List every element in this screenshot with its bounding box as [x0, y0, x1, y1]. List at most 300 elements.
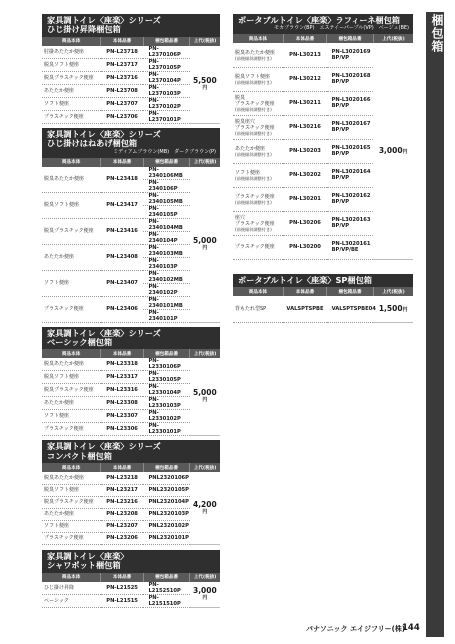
product-code: PN-L23706 [101, 110, 144, 123]
price-unit: 円 [202, 244, 208, 251]
product-name: 肘掛あたたか便座 [44, 48, 85, 55]
price-value: 3,000 [192, 585, 217, 595]
product-name: 脱臭ソフト便座 [235, 73, 271, 80]
section-title-line: ポータブルトイレ〈座楽〉SP梱包箱 [238, 274, 372, 285]
product-note: (前後傾斜調整付き) [235, 79, 272, 85]
product-name: ソフト便座 [44, 413, 70, 420]
table-row [233, 296, 413, 322]
header-name: 商品本体 [42, 573, 101, 582]
header-code: 本体品番 [101, 37, 144, 46]
header-pkg: 梱包箱品番 [327, 34, 374, 43]
product-name: あたたか便座 [44, 511, 75, 518]
left-column [42, 14, 220, 613]
price-value: 5,500 [192, 75, 217, 85]
product-name: 脱臭ソフト便座 [44, 202, 80, 209]
header-pkg: 梱包箱品番 [143, 158, 189, 167]
product-name: 脱臭あたたか便座 [235, 49, 276, 56]
package-code-text: PN-2340101P [148, 309, 178, 322]
package-code [143, 410, 189, 423]
product-name-cell [42, 384, 101, 397]
table-header-row [42, 573, 220, 582]
package-code-text: PN-2340104MB [148, 218, 183, 231]
package-code [143, 84, 189, 97]
package-code-text: PN-L2370105P [148, 58, 181, 71]
product-name: ソフト便座 [44, 523, 70, 530]
product-code: PN-L30213 [283, 43, 326, 67]
product-code: PN-L23306 [101, 423, 144, 436]
product-note: (前後傾斜調整付き) [235, 130, 272, 136]
header-price: 上代(税抜) [190, 463, 220, 472]
package-code [143, 397, 189, 410]
product-name: 脱臭あたたか便座 [44, 176, 85, 183]
header-price: 上代(税抜) [190, 37, 220, 46]
package-code-text: PN-2340106MB [148, 166, 183, 179]
package-code-text: PN-L2370106P [148, 45, 181, 58]
header-price: 上代(税抜) [190, 573, 220, 582]
package-code-text: BP/VP [331, 151, 350, 158]
product-name-cell [42, 496, 101, 508]
package-code-text: BP/VP [331, 175, 350, 182]
package-code [143, 110, 189, 123]
page-number: 144 [402, 623, 420, 633]
product-name-cell [42, 358, 101, 371]
product-note: (前後傾斜調整付き) [235, 55, 272, 61]
product-table [42, 349, 220, 436]
package-code [143, 371, 189, 384]
package-code-text: PN-2340103P [148, 257, 178, 270]
package-code-text: PN-2340104P [148, 231, 178, 244]
product-code: PN-L30216 [283, 115, 326, 139]
product-name: 脱臭ソフト便座 [44, 374, 80, 381]
package-code-text: PN-L3020163 [331, 217, 371, 224]
product-name-cell [233, 211, 283, 235]
product-name-cell [233, 296, 283, 322]
table-row [233, 43, 413, 67]
section-left-2 [42, 327, 220, 437]
product-table [42, 573, 220, 608]
product-name: プラスチック便座 [44, 306, 84, 313]
section-title [42, 128, 220, 158]
package-code-text: PN-L2330103P [148, 397, 181, 410]
package-code [143, 58, 189, 71]
price [373, 43, 413, 259]
package-code [327, 187, 374, 211]
product-name-cell [42, 397, 101, 410]
product-name: 脱臭プラスチック便座 [44, 228, 94, 235]
product-name: 脱臭プラスチック便座 [44, 499, 94, 506]
package-code-text: BP/VP [331, 103, 350, 110]
header-code: 本体品番 [101, 349, 144, 358]
product-note: (前後傾斜調整付き) [235, 106, 272, 112]
product-name-cell [42, 508, 101, 520]
package-code-text: PN-L3020165 [331, 145, 371, 152]
product-name: ベーシック [44, 597, 69, 604]
package-code-text: PNL2320103P [148, 511, 189, 518]
header-name: 商品本体 [42, 349, 101, 358]
header-price: 上代(税抜) [373, 34, 413, 43]
product-code: PN-L30212 [283, 67, 326, 91]
package-code-text: PN-L2330101P [148, 423, 181, 436]
product-name-cell [42, 410, 101, 423]
product-table [42, 158, 220, 323]
product-name-cell [42, 520, 101, 532]
product-name-cell [42, 582, 101, 595]
table-row [42, 582, 220, 595]
package-code [143, 71, 189, 84]
package-code-text: PN-2340106P [148, 179, 178, 192]
package-code [327, 139, 374, 163]
package-code [143, 309, 189, 322]
product-name: あたたか便座 [44, 254, 75, 261]
section-title-line: ひじ掛け昇降梱包箱 [47, 24, 121, 35]
package-code [143, 231, 189, 244]
section-title-line: ひじ掛けはねあげ梱包箱 [47, 138, 138, 149]
package-code-text: PN-L2370101P [148, 110, 181, 123]
right-column [233, 14, 413, 328]
package-code [143, 496, 189, 508]
product-name-cell [42, 71, 101, 84]
price-value: 5,000 [192, 235, 217, 245]
package-code-text: PNL2320101P [148, 535, 189, 542]
product-name-cell [42, 472, 101, 484]
product-name-cell [42, 423, 101, 436]
header-name: 商品本体 [42, 463, 101, 472]
header-pkg: 梱包箱品番 [143, 349, 189, 358]
product-name-cell [42, 270, 101, 296]
product-name-cell [233, 139, 283, 163]
section-title [233, 14, 413, 34]
product-name: 背もたれ型SP [235, 306, 267, 313]
product-name-cell [42, 46, 101, 59]
product-code: PN-L23408 [101, 244, 144, 270]
package-code [143, 423, 189, 436]
footer-company: パナソニック エイジフリー(株) [306, 625, 406, 633]
section-subtitle: ミディアムブラウン(MB) ダークブラウン(P) [113, 148, 216, 155]
package-code-text: PN-2340105P [148, 205, 178, 218]
product-name-cell [42, 84, 101, 97]
product-name-cell [233, 115, 283, 139]
table-header-row [42, 37, 220, 46]
package-code-text: PNL2320106P [148, 475, 189, 481]
product-name-cell [233, 67, 283, 91]
product-table [233, 287, 413, 323]
package-code-text: BP/VP [331, 223, 350, 230]
package-code-text: PN-L3020164 [331, 169, 371, 176]
product-name-line2: プラスチック便座 [235, 124, 275, 131]
header-pkg: 梱包箱品番 [327, 287, 374, 296]
section-title [42, 440, 220, 463]
product-name-cell [42, 484, 101, 496]
section-right-0 [233, 14, 413, 260]
price-unit: 円 [402, 306, 408, 313]
product-code: PN-L23716 [101, 71, 144, 84]
package-code-text: PNL2320104P [148, 499, 189, 506]
product-code: PN-L23218 [101, 472, 144, 484]
product-code: VALSPTSPBE [283, 296, 326, 322]
package-code-text: PN-L3020161 [331, 241, 371, 248]
header-code: 本体品番 [283, 287, 326, 296]
package-code [327, 91, 374, 115]
product-code: PN-L23416 [101, 218, 144, 244]
header-pkg: 梱包箱品番 [143, 463, 189, 472]
product-name-cell [42, 371, 101, 384]
package-code [143, 484, 189, 496]
package-code-text: PN-L2330102P [148, 410, 181, 423]
product-code: PN-L23708 [101, 84, 144, 97]
package-code [143, 358, 189, 371]
package-code [327, 163, 374, 187]
product-name-cell [42, 244, 101, 270]
section-title [42, 327, 220, 350]
package-code [143, 384, 189, 397]
header-code: 本体品番 [101, 573, 144, 582]
side-tab-label: 梱包箱 [430, 14, 444, 53]
header-name: 商品本体 [233, 34, 283, 43]
product-name: プラスチック便座 [44, 535, 84, 542]
header-price: 上代(税抜) [190, 158, 220, 167]
product-name-cell [42, 296, 101, 322]
section-left-3 [42, 440, 220, 544]
package-code [143, 257, 189, 270]
price-unit: 円 [402, 148, 408, 155]
product-code: PN-L30202 [283, 163, 326, 187]
product-code: PN-L23707 [101, 97, 144, 110]
price-value: 3,000 [378, 145, 403, 155]
product-name: プラスチック便座 [44, 113, 84, 120]
package-code [143, 244, 189, 257]
price [190, 582, 220, 608]
package-code [327, 67, 374, 91]
product-code: PN-L23217 [101, 484, 144, 496]
section-title-line: 家具調トイレ〈座楽〉シリーズ [47, 327, 161, 338]
package-code-text: BP/VP [331, 127, 350, 134]
product-name: あたたか便座 [235, 145, 266, 152]
product-code: PN-L23318 [101, 358, 144, 371]
product-table [42, 463, 220, 545]
product-name: プラスチック便座 [235, 193, 275, 200]
product-name: ソフト便座 [44, 100, 70, 107]
package-code-text: BP/VP [331, 199, 350, 206]
table-header-row [42, 158, 220, 167]
product-table [233, 34, 413, 260]
package-code-text: PN-L2370103P [148, 84, 181, 97]
product-name: 脱臭あたたか便座 [44, 475, 85, 481]
product-code: PN-L30206 [283, 211, 326, 235]
package-code-text: PN-L2151510P [148, 594, 181, 607]
section-subtitle: モカブラウン(BP) エステイーパープル(VP) ベージュ(BE) [274, 25, 409, 32]
product-code: PN-L30201 [283, 187, 326, 211]
product-name: 脱臭ソフト便座 [44, 487, 80, 494]
product-code: PN-L23406 [101, 296, 144, 322]
product-code: PN-L23717 [101, 58, 144, 71]
package-code-text: VALSPTSPBE04 [331, 306, 376, 313]
product-code: PN-L30200 [283, 235, 326, 259]
package-code-text: PN-2340102MB [148, 270, 183, 283]
section-title-line: 家具調トイレ〈座楽〉シリーズ [47, 441, 161, 452]
package-code [327, 296, 374, 322]
side-tab [426, 12, 444, 637]
product-name-cell [233, 235, 283, 259]
section-right-1 [233, 274, 413, 323]
package-code [327, 43, 374, 67]
product-table [42, 37, 220, 124]
product-name-line2: プラスチック便座 [235, 220, 275, 227]
section-left-4 [42, 550, 220, 608]
product-name-cell [233, 187, 283, 211]
package-code-text: PN-L3020162 [331, 193, 371, 200]
price [373, 296, 413, 322]
header-pkg: 梱包箱品番 [143, 37, 189, 46]
product-note: (前後傾斜調整付き) [235, 226, 272, 232]
price-value: 4,200 [192, 499, 217, 509]
product-name: 脱臭 [235, 94, 246, 101]
product-name-cell [42, 218, 101, 244]
package-code [327, 235, 374, 259]
section-title-line: ポータブルトイレ〈座楽〉ラフィーネ梱包箱 [238, 15, 400, 25]
product-code: PN-L23206 [101, 532, 144, 544]
product-code: PN-L23417 [101, 192, 144, 218]
product-name: 脱臭プラスチック便座 [44, 74, 94, 81]
header-name: 商品本体 [233, 287, 283, 296]
package-code [143, 594, 189, 607]
product-name: 脱臭ソフト便座 [44, 61, 80, 68]
product-code: PN-L23216 [101, 496, 144, 508]
product-name-cell [42, 110, 101, 123]
product-code: PN-L23207 [101, 520, 144, 532]
table-row [42, 358, 220, 371]
package-code-text: BP/VP/BE [331, 247, 359, 254]
product-code: PN-L23418 [101, 167, 144, 193]
product-code: PN-L21525 [101, 582, 144, 595]
price [190, 46, 220, 124]
header-price: 上代(税抜) [190, 349, 220, 358]
product-code: PN-L23208 [101, 508, 144, 520]
product-code: PN-L30211 [283, 91, 326, 115]
product-name: プラスチック便座 [44, 426, 84, 433]
product-name: プラスチック便座 [235, 244, 275, 251]
section-title-line: ベーシック梱包箱 [47, 337, 113, 348]
product-name: ソフト便座 [44, 280, 70, 287]
product-name-cell [42, 97, 101, 110]
package-code-text: PN-L3020167 [331, 121, 371, 128]
product-name-cell [42, 594, 101, 607]
package-code [143, 532, 189, 544]
section-title [42, 550, 220, 573]
header-code: 本体品番 [101, 463, 144, 472]
product-code: PN-L23718 [101, 46, 144, 59]
product-name: あたたか便座 [44, 87, 75, 94]
section-title-line: コンパクト梱包箱 [47, 450, 112, 461]
product-code: PN-L21515 [101, 594, 144, 607]
product-code: PN-L30203 [283, 139, 326, 163]
header-code: 本体品番 [101, 158, 144, 167]
header-pkg: 梱包箱品番 [143, 573, 189, 582]
package-code-text: PN-L2330105P [148, 371, 181, 384]
section-left-0 [42, 14, 220, 124]
product-code: PN-L23316 [101, 384, 144, 397]
package-code [143, 46, 189, 59]
package-code-text: PN-L3020168 [331, 73, 371, 80]
product-note: (前後傾斜調整付き) [235, 151, 272, 157]
price [190, 167, 220, 323]
package-code [143, 167, 189, 180]
product-name: 脱臭座穴 [235, 118, 256, 125]
package-code [143, 472, 189, 484]
price-unit: 円 [202, 594, 208, 601]
product-code: PN-L23407 [101, 270, 144, 296]
package-code [143, 508, 189, 520]
table-row [42, 472, 220, 484]
package-code-text: BP/VP [331, 79, 350, 86]
section-title-line: 家具調トイレ〈座楽〉シリーズ [47, 128, 161, 139]
package-code [143, 283, 189, 296]
product-code: PN-L23307 [101, 410, 144, 423]
section-title-line: 家具調トイレ〈座楽〉 [47, 550, 129, 561]
price-unit: 円 [202, 397, 208, 404]
package-code-text: PN-L2370102P [148, 97, 181, 110]
section-left-1 [42, 128, 220, 323]
package-code-text: PN-2340101MB [148, 296, 183, 309]
product-name: 座穴 [235, 214, 246, 221]
product-name-line2: プラスチック便座 [235, 100, 275, 107]
package-code [143, 270, 189, 283]
package-code [143, 192, 189, 205]
package-code-text: PNL2320105P [148, 487, 189, 494]
package-code-text: PN-2340102P [148, 283, 178, 296]
price-unit: 円 [202, 508, 208, 515]
package-code-text: PN-L2330104P [148, 384, 181, 397]
package-code [143, 520, 189, 532]
product-name-cell [233, 91, 283, 115]
price-unit: 円 [202, 84, 208, 91]
package-code-text: PN-L2370104P [148, 71, 181, 84]
section-title [233, 274, 413, 287]
table-header-row [42, 349, 220, 358]
package-code [143, 296, 189, 309]
package-code [143, 582, 189, 595]
table-row [42, 167, 220, 180]
product-code: PN-L23317 [101, 371, 144, 384]
header-price: 上代(税抜) [373, 287, 413, 296]
table-header-row [42, 463, 220, 472]
section-title-line: 家具調トイレ〈座楽〉シリーズ [47, 15, 161, 25]
price [190, 358, 220, 436]
header-name: 商品本体 [42, 37, 101, 46]
package-code [143, 218, 189, 231]
table-row [42, 46, 220, 59]
product-note: (前後傾斜調整付き) [235, 175, 272, 181]
section-title [42, 14, 220, 37]
package-code-text: PN-2340105MB [148, 192, 183, 205]
product-name-cell [42, 58, 101, 71]
product-name: ソフト便座 [235, 169, 261, 176]
package-code-text: PN-L3020169 [331, 49, 371, 56]
product-name-cell [233, 43, 283, 67]
price-value: 1,500 [378, 303, 403, 313]
product-name-cell [42, 167, 101, 193]
product-name-cell [233, 163, 283, 187]
package-code-text: PN-L2330106P [148, 358, 181, 371]
price-value: 5,000 [192, 388, 217, 398]
table-header-row [233, 287, 413, 296]
header-name: 商品本体 [42, 158, 101, 167]
product-name: 脱臭あたたか便座 [44, 361, 85, 368]
package-code-text: PNL2320102P [148, 523, 189, 530]
table-header-row [233, 34, 413, 43]
product-name-cell [42, 192, 101, 218]
product-name-cell [42, 532, 101, 544]
section-title-line: シャワポット梱包箱 [47, 560, 121, 571]
